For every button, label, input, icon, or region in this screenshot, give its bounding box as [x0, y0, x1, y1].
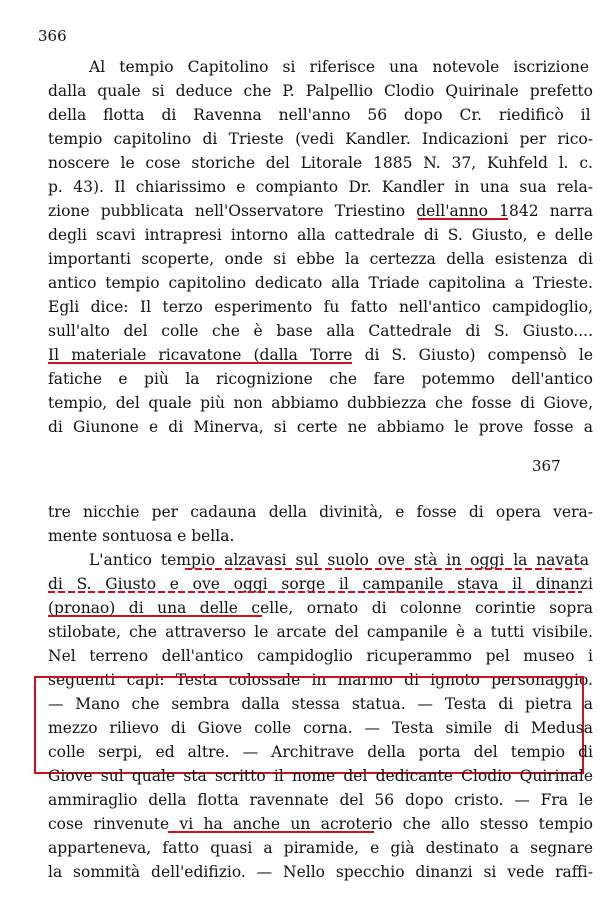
- text-line: Egli dice: Il terzo esperimento fu fatto nell'antico campidoglio,: [48, 298, 593, 316]
- text-line-underlined: L'antico tempio alzavasi sul suolo ove stà in oggi la navata: [89, 551, 589, 569]
- text-line: antico tempio capitolino dedicato alla Triade capitolina a Trieste.: [48, 274, 593, 292]
- text-line: noscere le cose storiche del Litorale 1885 N. 37, Kuhfeld l. c.: [48, 154, 593, 172]
- text-line-underlined: zione pubblicata nell'Osservatore Triestino dell'anno 1842 narra: [48, 202, 593, 220]
- text-line-boxed: — Mano che sembra dalla stessa statua. — Testa di pietra a: [48, 695, 593, 713]
- text-line-underlined: Il materiale ricavatone (dalla Torre di S. Giusto) compensò le: [48, 346, 593, 364]
- text-line: importanti scoperte, onde si ebbe la certezza della esistenza di: [48, 250, 593, 268]
- text-line: tre nicchie per cadauna della divinità, e fosse di opera vera-: [48, 503, 593, 521]
- text-line: della flotta di Ravenna nell'anno 56 dopo Cr. riedificò il: [48, 106, 591, 124]
- text-line: Nel terreno dell'antico campidoglio ricuperammo pel museo i: [48, 647, 593, 665]
- text-line: p. 43). Il chiarissimo e compianto Dr. Kandler in una sua rela-: [48, 178, 593, 196]
- text-line: Al tempio Capitolino si riferisce una notevole iscrizione: [89, 58, 589, 76]
- text-line: ammiraglio della flotta ravennate del 56 dopo cristo. — Fra le: [48, 791, 593, 809]
- text-line-boxed: colle serpi, ed altre. — Architrave della porta del tempio di: [48, 743, 593, 761]
- text-line: tempio capitolino di Trieste (vedi Kandler. Indicazioni per rico-: [48, 130, 593, 148]
- page-number-367: 367: [532, 457, 561, 475]
- text-line-underlined: di S. Giusto e ove oggi sorge il campanile stava il dinanzi: [48, 575, 593, 593]
- text-line-underlined: (pronao) di una delle celle, ornato di colonne corintie sopra: [48, 599, 593, 617]
- text-line: tempio, del quale più non abbiamo dubbiezza che fosse di Giove,: [48, 394, 593, 412]
- text-line: di Giunone e di Minerva, si certe ne abbiamo le prove fosse a: [48, 418, 593, 436]
- text-line: apparteneva, fatto quasi a piramide, e già destinato a segnare: [48, 839, 593, 857]
- text-line: la sommità dell'edifizio. — Nello specchio dinanzi si vede raffi-: [48, 863, 593, 881]
- text-line: stilobate, che attraverso le arcate del campanile è a tutti visibile.: [48, 623, 593, 641]
- text-line: dalla quale si deduce che P. Palpellio Clodio Quirinale prefetto: [48, 82, 593, 100]
- text-line: degli scavi intrapresi intorno alla cattedrale di S. Giusto, e delle: [48, 226, 593, 244]
- text-line-boxed: mezzo rilievo di Giove colle corna. — Testa simile di Medusa: [48, 719, 593, 737]
- text-line: sull'alto del colle che è base alla Cattedrale di S. Giusto....: [48, 322, 593, 340]
- text-line: mente sontuosa e bella.: [48, 527, 235, 545]
- text-line: fatiche e più la ricognizione che fare potemmo dell'antico: [48, 370, 593, 388]
- text-line: seguenti capi: Testa colossale in marmo di ignoto personaggio.: [48, 671, 593, 689]
- text-line-underlined: cose rinvenute vi ha anche un acroterio che allo stesso tempio: [48, 815, 593, 833]
- page-number-366: 366: [38, 27, 67, 45]
- text-line-boxed: Giove sul quale sta scritto il nome del dedicante Clodio Quirinale: [48, 767, 593, 785]
